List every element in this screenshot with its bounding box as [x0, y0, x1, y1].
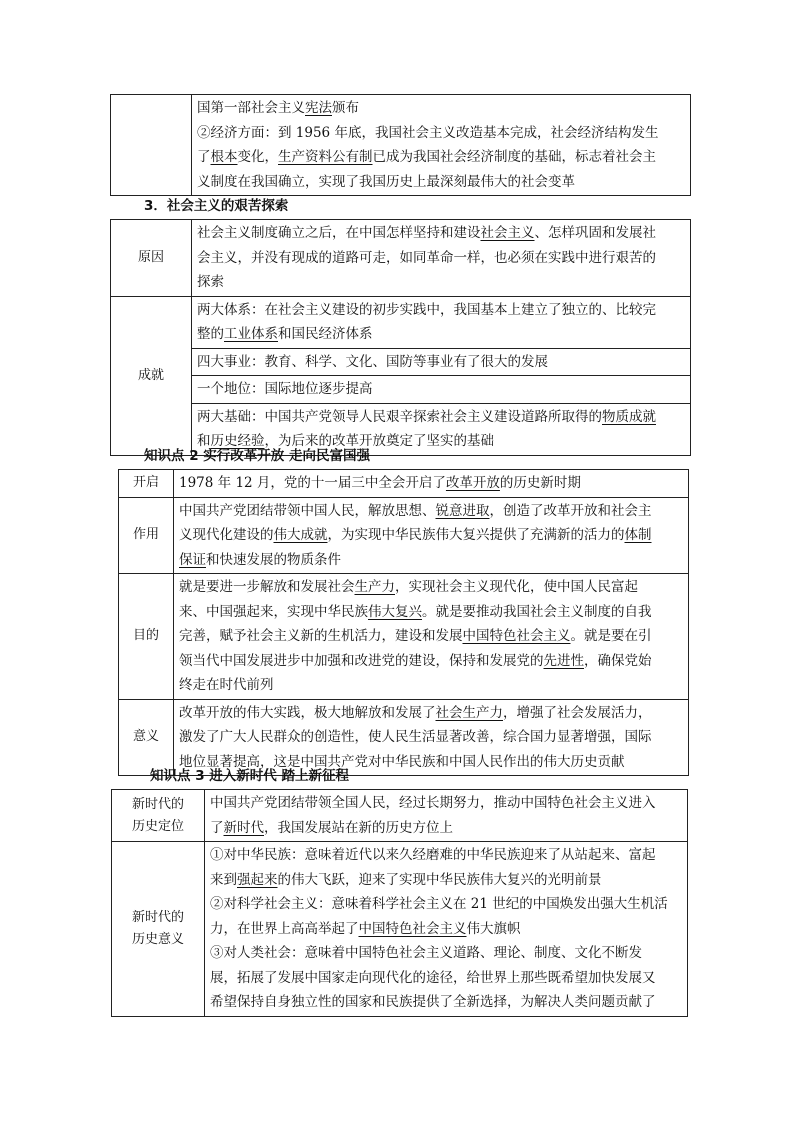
achievement-two-systems [192, 296, 691, 348]
text-segment: 伟大旗帜 [466, 920, 521, 937]
text-segment: 的伟大飞跃，迎来了实现中华民族伟大复兴的光明前景 [277, 871, 602, 888]
table-row [111, 220, 691, 297]
row-label: 意义 [119, 699, 174, 776]
text-segment: 中国共产党团结带领中国人民，解放思想、 [179, 502, 436, 519]
table-row [119, 574, 689, 700]
text-segment: ③对人类社会：意味着中国特色社会主义道路、理论、制度、文化不断发 [210, 945, 642, 961]
text-line [210, 843, 684, 868]
text-line [197, 96, 687, 121]
underlined-term: 根本 [210, 149, 238, 165]
text-segment: 已成为我国社会经济制度的基础，标志着社会主 [372, 149, 656, 165]
text-segment: ，我国发展站在新的历史方位上 [264, 819, 453, 836]
row-content [174, 699, 689, 776]
text-line [179, 523, 685, 548]
text-segment: 1978 年 12 月，党的十一届三中全会开启了 [179, 475, 446, 491]
row-content [205, 790, 688, 842]
row-content [174, 497, 689, 574]
text-line [210, 941, 684, 966]
text-segment: 社会主义制度确立之后，在中国怎样坚持和建设 [197, 225, 481, 241]
underlined-term: 锐意进取 [435, 502, 490, 519]
table-row [112, 790, 688, 842]
underlined-term: 中国特色社会主义 [358, 920, 467, 937]
table-socialist-exploration [110, 219, 691, 456]
text-line [197, 322, 687, 347]
underlined-term: 先进性 [543, 652, 584, 669]
section-heading-reform-opening: 知识点 2 实行改革开放 走向民富国强 [144, 448, 370, 464]
text-segment: 会主义，并没有现成的道路可走，如同革命一样，也必须在实践中进行艰苦的 [197, 249, 656, 266]
text-segment: ，实现社会主义现代化，使中国人民富起 [395, 579, 638, 595]
text-line [210, 791, 684, 816]
text-segment: 希望保持自身独立性的国家和民族提供了全新选择，为解决人类问题贡献了 [210, 994, 656, 1010]
text-line [179, 575, 685, 600]
text-segment: ，创造了改革开放和社会主 [489, 502, 652, 519]
table-political-economic-continuation [110, 94, 691, 196]
table-row [119, 470, 689, 498]
text-segment: 和国民经济体系 [278, 326, 373, 342]
table-row [112, 842, 688, 1017]
table-row [119, 497, 689, 574]
text-segment: 和快速发展的物质条件 [206, 551, 341, 568]
text-segment: 领当代中国发展进步中加强和改进党的建设，保持和发展党的 [179, 652, 544, 669]
underlined-term: 社会生产力 [435, 704, 503, 721]
achievement-one-status [192, 376, 691, 404]
text-segment: 四大事业：教育、科学、文化、国防等事业有了很大的发展 [197, 353, 548, 370]
underlined-term: 伟大成就 [273, 527, 328, 543]
text-segment: 探索 [197, 274, 224, 290]
text-line [179, 649, 685, 674]
underlined-term: 宪法 [305, 100, 332, 116]
text-segment: 、怎样巩固和发展社 [534, 225, 656, 241]
row-label: 作用 [119, 497, 174, 574]
table-row [111, 376, 691, 404]
row-label: 原因 [111, 220, 192, 297]
row-content [174, 470, 689, 498]
text-line [179, 548, 685, 573]
text-segment: 国第一部社会主义 [197, 100, 305, 116]
text-segment: ，为实现中华民族伟大复兴提供了充满新的活力的 [327, 527, 625, 543]
text-segment: 中国共产党团结带领全国人民，经过长期努力，推动中国特色社会主义进入 [210, 795, 656, 811]
underlined-term: 中国特色社会主义 [462, 628, 571, 644]
text-segment: 力，在世界上高高举起了 [210, 920, 359, 937]
underlined-term: 强起来 [237, 871, 278, 888]
underlined-term: 保证 [179, 551, 206, 568]
text-line [197, 170, 687, 195]
text-segment: 。就是要推动我国社会主义制度的自我 [422, 603, 652, 620]
text-line [179, 499, 685, 524]
row-content [174, 574, 689, 700]
text-line [197, 121, 687, 146]
text-line [197, 350, 687, 375]
row-label: 新时代的 历史意义 [112, 842, 205, 1017]
text-line [179, 624, 685, 649]
row-label: 新时代的 历史定位 [112, 790, 205, 842]
text-segment: 就是要进一步解放和发展社会 [179, 579, 355, 595]
text-segment: 义制度在我国确立，实现了我国历史上最深刻最伟大的社会变革 [197, 173, 575, 190]
table-row [111, 348, 691, 376]
text-segment: 终走在时代前列 [179, 677, 274, 693]
text-segment: 激发了广大人民群众的创造性，使人民生活显著改善，综合国力显著增强，国际 [179, 729, 652, 745]
text-line [210, 990, 684, 1015]
text-line [210, 966, 684, 991]
text-segment: 了 [210, 819, 224, 836]
text-segment: ，确保党始 [584, 652, 652, 669]
underlined-term: 社会主义 [480, 225, 535, 241]
underlined-term: 物质成就 [602, 408, 656, 425]
text-line [197, 246, 687, 271]
text-segment: 来到 [210, 871, 237, 888]
text-line [197, 298, 687, 323]
text-segment: 两大基础：中国共产党领导人民艰辛探索社会主义建设道路所取得的 [197, 408, 602, 425]
text-line [210, 917, 684, 942]
text-segment: 一个地位：国际地位逐步提高 [197, 381, 373, 397]
table-reform-opening [118, 469, 689, 776]
text-segment: ，增强了社会发展活力， [503, 704, 652, 721]
text-line [197, 145, 687, 170]
text-line [179, 600, 685, 625]
row-content [205, 842, 688, 1017]
text-segment: 了 [197, 149, 211, 165]
achievement-four-undertakings [192, 348, 691, 376]
text-segment: 的历史新时期 [499, 475, 581, 491]
table-row [111, 296, 691, 348]
text-segment: 来、中国强起来，实现中华民族 [179, 603, 368, 620]
row-label: 开启 [119, 470, 174, 498]
row-label-empty [111, 95, 192, 196]
row-label: 成就 [111, 296, 192, 455]
text-segment: 义现代化建设的 [179, 527, 274, 543]
text-line [197, 221, 687, 246]
text-segment: 和 [197, 433, 211, 449]
table-row [119, 699, 689, 776]
text-segment: 展，拓展了发展中国家走向现代化的途径，给世界上那些既希望加快发展又 [210, 969, 656, 986]
text-line [197, 405, 687, 430]
text-segment: 地位显著提高，这是中国共产党对中华民族和中国人民作出的伟大历史贡献 [179, 753, 625, 770]
text-line [210, 816, 684, 841]
text-line [210, 892, 684, 917]
text-line [197, 377, 687, 402]
section-heading-socialist-exploration: 3．社会主义的艰苦探索 [144, 198, 289, 214]
text-line [179, 725, 685, 750]
row-label: 目的 [119, 574, 174, 700]
text-segment: 完善，赋予社会主义新的生机活力，建设和发展 [179, 628, 463, 644]
underlined-term: 历史经验 [210, 433, 265, 449]
row-content [192, 95, 691, 196]
text-line [197, 270, 687, 295]
underlined-term: 生产力 [354, 579, 395, 595]
text-segment: 变化， [237, 149, 278, 165]
table-row [111, 95, 691, 196]
underlined-term: 生产资料公有制 [278, 149, 373, 165]
underlined-term: 伟大复兴 [368, 603, 422, 620]
row-content [192, 220, 691, 297]
text-segment: 整的 [197, 326, 224, 342]
text-line [179, 673, 685, 698]
text-line [210, 868, 684, 893]
underlined-term: 新时代 [223, 819, 264, 836]
text-segment: ②经济方面：到 1956 年底，我国社会主义改造基本完成，社会经济结构发生 [197, 124, 659, 141]
text-segment: ①对中华民族：意味着近代以来久经磨难的中华民族迎来了从站起来、富起 [210, 847, 656, 863]
text-segment: ②对科学社会主义：意味着科学社会主义在 21 世纪的中国焕发出强大生机活 [210, 896, 668, 912]
underlined-term: 改革开放 [445, 475, 500, 491]
text-line [179, 471, 685, 496]
underlined-term: 体制 [624, 527, 652, 543]
text-segment: ，为后来的改革开放奠定了坚实的基础 [264, 433, 494, 449]
section-heading-new-era: 知识点 3 进入新时代 踏上新征程 [150, 768, 349, 784]
text-line [179, 701, 685, 726]
text-segment: 。就是要在引 [570, 628, 652, 644]
underlined-term: 工业体系 [224, 326, 278, 342]
text-segment: 颁布 [332, 100, 359, 116]
text-segment: 两大体系：在社会主义建设的初步实践中，我国基本上建立了独立的、比较完 [197, 301, 656, 318]
text-segment: 改革开放的伟大实践，极大地解放和发展了 [179, 704, 436, 721]
table-new-era [111, 789, 688, 1017]
